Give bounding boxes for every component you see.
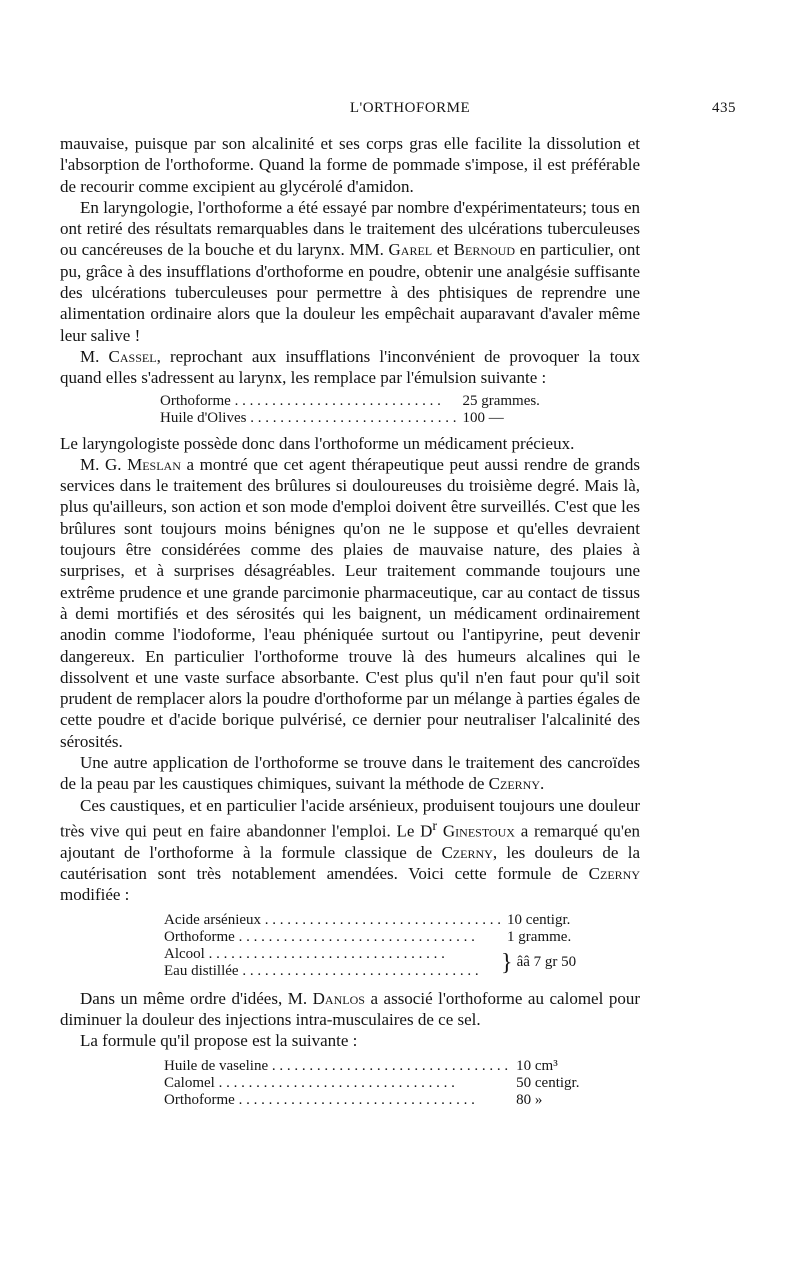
ingredient-name: Huile d'Olives	[160, 409, 247, 426]
paragraph-text: M. G.	[80, 454, 122, 474]
paragraph	[60, 752, 640, 795]
ingredient-name: Huile de vaseline	[164, 1057, 269, 1074]
paragraph-text: .	[540, 774, 545, 794]
dot-leader: . . . . . . . . . . . . . . . . . . . . . . . . . . . .	[246, 409, 457, 426]
formula-row	[164, 1092, 616, 1109]
ingredient-name: Eau distillée	[164, 962, 239, 979]
paragraph-text: En laryngologie, l'orthoforme a été essayé par nombre d'expérimentateurs; tous en ont retiré des résultats remarquables dans le traitement des ulcérations tuberculeuses ou cancéreuses de la bouche et du larynx. MM.	[60, 197, 640, 260]
ingredient-name: Acide arsénieux	[164, 911, 262, 928]
paragraph-text: Ces caustiques, et en particulier l'acide arsénieux, produisent toujours une douleur très vive qui peut en faire abandonner l'emploi. Le D	[60, 795, 640, 841]
ingredient-name: Orthoforme	[164, 1091, 235, 1108]
formula-calomel	[164, 1058, 616, 1109]
ingredient-cell	[164, 1058, 508, 1075]
paragraph-text: en particulier, ont pu, grâce à des insufflations d'orthoforme en poudre, obtenir une analgésie suffisante des ulcérations tuberculeuses pour permettre à des phtisiques de reprendre une alimentation ordinaire alors que la douleur les empêchait auparavant d'avaler même leur salive !	[60, 240, 641, 345]
dot-leader: . . . . . . . . . . . . . . . . . . . . . . . . . . . . . . . .	[268, 1057, 509, 1074]
formula-row	[164, 929, 597, 946]
page-number: 435	[712, 100, 736, 116]
formula-czerny-modified	[164, 912, 597, 980]
body-text	[60, 133, 640, 1113]
paragraph	[60, 433, 640, 454]
ingredient-cell	[160, 410, 456, 427]
person-name: Cassel	[108, 346, 157, 366]
person-name: Czerny	[588, 864, 641, 884]
paragraph-text: Une autre application de l'orthoforme se trouve dans le traitement des cancroïdes de la peau par les caustiques chimiques, suivant la méthode de	[60, 753, 640, 794]
paragraph-text: , reprochant aux insufflations l'inconvénient de provoquer la toux quand elles s'adressent au larynx, les remplace par l'émulsion suivante :	[60, 346, 640, 388]
paragraph-text: a associé l'orthoforme au calomel pour diminuer la douleur des injections intra-musculaires de ce sel.	[60, 988, 641, 1030]
brace-symbol: }	[501, 949, 513, 976]
ingredient-cell	[164, 1092, 508, 1109]
ingredient-quantity: 10 centigr.	[507, 911, 571, 928]
ingredient-quantity: 50 centigr.	[516, 1074, 580, 1091]
ingredient-quantity: 25 grammes.	[462, 392, 540, 409]
person-name: Bernoud	[453, 240, 516, 260]
formula-row	[164, 912, 597, 929]
dot-leader: . . . . . . . . . . . . . . . . . . . . . . . . . . . . . . . .	[234, 1091, 475, 1108]
paragraph	[60, 346, 640, 389]
paragraph	[60, 454, 640, 752]
ingredient-quantity: 10 cm³	[516, 1057, 558, 1074]
person-name: Ginestoux	[442, 821, 515, 841]
formula-row	[164, 946, 597, 963]
ingredient-quantity: 100 —	[462, 409, 504, 426]
ingredient-cell	[164, 963, 501, 980]
ingredient-cell	[164, 1075, 508, 1092]
ingredient-name: Orthoforme	[160, 392, 231, 409]
formula-row	[164, 1075, 616, 1092]
dot-leader: . . . . . . . . . . . . . . . . . . . . . . . . . . . . . . . .	[238, 962, 479, 979]
dot-leader: . . . . . . . . . . . . . . . . . . . . . . . . . . . . . . . .	[214, 1074, 455, 1091]
ingredient-cell	[164, 946, 501, 963]
paragraph-text: , les douleurs de la cautérisation sont très notablement amendées. Voici cette formule de	[60, 842, 641, 884]
dot-leader: . . . . . . . . . . . . . . . . . . . . . . . . . . . . . . . .	[204, 945, 445, 962]
ingredient-cell	[164, 929, 501, 946]
person-name: Danlos	[312, 988, 365, 1008]
dot-leader: . . . . . . . . . . . . . . . . . . . . . . . . . . . . . . . .	[234, 928, 475, 945]
paragraph-text: a montré que cet agent thérapeutique peut aussi rendre de grands services dans le traitement des brûlures si douloureuses du troisième degré. Mais là, plus qu'ailleurs, son action et son mode d'emploi doivent être surveillés. C'est que les brûlures sont toujours moins bénignes qu'on ne le suppose et qu'elles devraient toujours être considérées comme des plaies de mauvaise nature, des plaies à surprises, et à surprises désagréables. Leur traitement commande toujours une extrême prudence et une grande parcimonie pharmaceutique, car au contact de tissus à demi mortifiés et des sérosités qui les baignent, un médicament ordinairement anodin comme l'iodoforme, l'eau phéniquée surtout ou l'antipyrine, peut devenir dangereux. En particulier l'orthoforme trouve là des humeurs alcalines qui le dissolvent et une vaste surface absorbante. C'est plus qu'il n'en faut pour qu'il soit prudent de remplacer alors la poudre d'orthoforme par un mélange à parties égales de cette poudre et d'acide borique pulvérisé, ce dernier pour neutraliser l'alcalinité des sérosités.	[60, 454, 640, 751]
paragraph-text: modifiée :	[60, 885, 130, 905]
paragraph	[60, 197, 640, 346]
person-name: Garel	[388, 240, 433, 260]
ingredient-cell	[164, 912, 501, 929]
paragraph-text: et	[436, 240, 450, 260]
formula-row	[164, 1058, 616, 1075]
running-title: L'ORTHOFORME	[349, 100, 471, 116]
ingredient-name: Alcool	[164, 945, 205, 962]
ingredient-quantity: 80 »	[516, 1091, 543, 1108]
paragraph	[60, 988, 640, 1031]
ingredient-quantity: 1 gramme.	[507, 928, 572, 945]
formula-emulsion	[160, 393, 562, 427]
ingredient-cell	[160, 393, 456, 410]
person-name: Meslan	[127, 454, 181, 474]
paragraph-text: La formule qu'il propose est la suivante :	[80, 1031, 358, 1051]
ingredient-name: Calomel	[164, 1074, 215, 1091]
paragraph	[60, 1030, 640, 1051]
dot-leader: . . . . . . . . . . . . . . . . . . . . . . . . . . . . . . . .	[261, 911, 502, 928]
dot-leader: . . . . . . . . . . . . . . . . . . . . . . . . . . . .	[230, 392, 441, 409]
paragraph-text: mauvaise, puisque par son alcalinité et ses corps gras elle facilite la dissolution et l'absorption de l'orthoforme. Quand la forme de pommade s'impose, il est préférable de recourir comme excipient au glycérolé d'amidon.	[60, 134, 640, 196]
formula-row	[160, 410, 562, 427]
ingredient-name: Orthoforme	[164, 928, 235, 945]
person-name: Czerny	[441, 842, 493, 862]
paragraph	[60, 133, 640, 197]
formula-row	[160, 393, 562, 410]
paragraph-text: Dans un même ordre d'idées, M.	[80, 988, 308, 1008]
paragraph-text: M.	[80, 346, 100, 366]
running-header	[60, 100, 760, 124]
paragraph-text: Le laryngologiste possède donc dans l'orthoforme un médicament précieux.	[60, 433, 575, 453]
paragraph-text: a remarqué qu'en ajoutant de l'orthoforme à la formule classique de	[60, 821, 641, 862]
person-name: Czerny	[488, 774, 540, 794]
ingredient-quantity-shared: ââ 7 gr 50	[516, 954, 577, 971]
paragraph	[60, 795, 640, 906]
superscript: r	[432, 817, 438, 834]
